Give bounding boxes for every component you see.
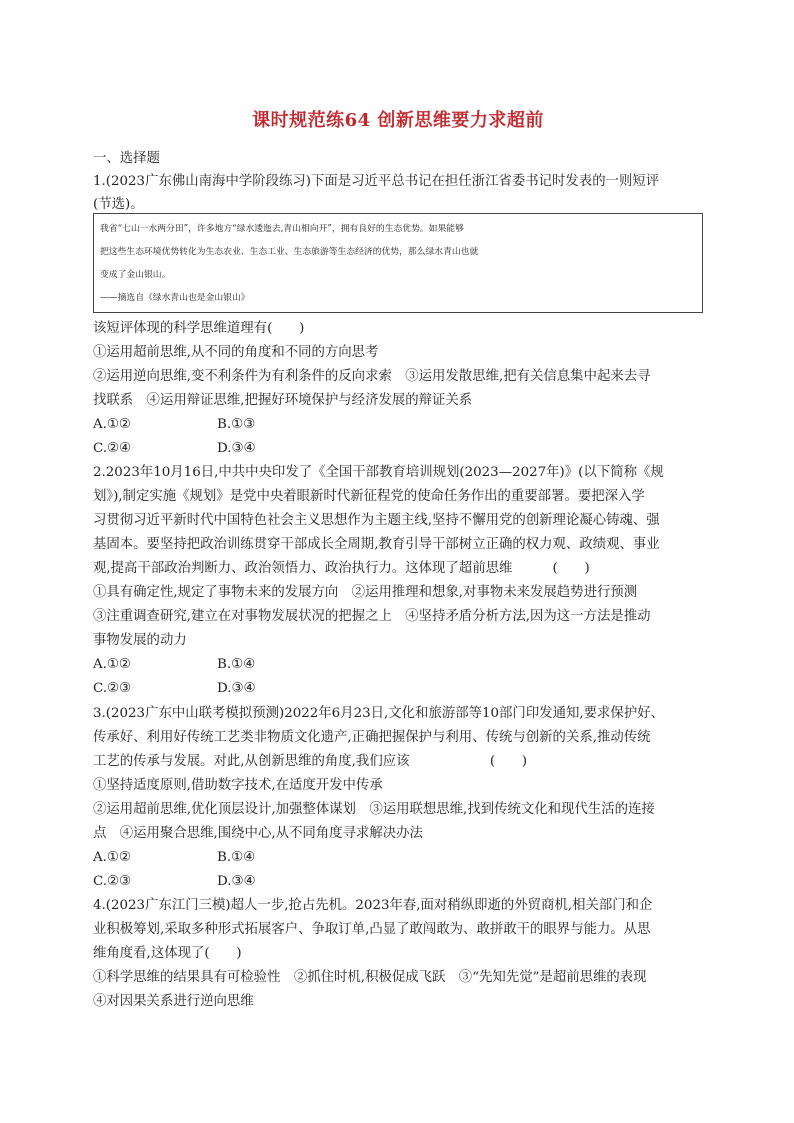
q1-option-c[interactable]: C.②④ [93,441,132,456]
q2-stem-line: 基固本。要坚持把政治训练贯穿干部成长全周期,教育引导干部树立正确的权力观、政绩观、事业 [93,537,660,552]
q1-option-a[interactable]: A.①② [93,417,131,432]
q3-item: 点 ④运用聚合思维,围绕中心,从不同角度寻求解决办法 [93,826,423,841]
q2-option-a[interactable]: A.①② [93,657,131,672]
page-title: 课时规范练64 创新思维要力求超前 [252,110,544,131]
q3-option-b[interactable]: B.①④ [217,850,256,865]
q1-quote-box [93,213,703,313]
q2-stem-line: 观,提高干部政治判断力、政治领悟力、政治执行力。这体现了超前思维 ( ) [93,561,590,576]
q4-item: ①科学思维的结果具有可检验性 ②抓住时机,积极促成飞跃 ③“先知先觉”是超前思维的表现 [93,970,647,985]
q3-stem-line: 传承好、利用好传统工艺类非物质文化遗产,正确把握保护与利用、传统与创新的关系,推动传统 [93,730,651,745]
q2-option-b[interactable]: B.①④ [217,657,256,672]
q1-quote-line: 把这些生态环境优势转化为生态农业、生态工业、生态旅游等生态经济的优势，那么绿水青山也就 [100,247,479,257]
q3-option-d[interactable]: D.③④ [217,874,256,889]
q2-item: ①具有确定性,规定了事物未来的发展方向 ②运用推理和想象,对事物未来发展趋势进行预测 [93,585,638,600]
q3-item: ②运用超前思维,优化顶层设计,加强整体谋划 ③运用联想思维,找到传统文化和现代生活的连接 [93,802,655,817]
q1-item: ①运用超前思维,从不同的角度和不同的方向思考 [93,345,379,360]
q1-stem-line-1: 1.(2023广东佛山南海中学阶段练习)下面是习近平总书记在担任浙江省委书记时发表的一则短评 [93,174,660,189]
q3-option-a[interactable]: A.①② [93,850,131,865]
q2-option-c[interactable]: C.②③ [93,681,132,696]
q3-stem-line: 工艺的传承与发展。对此,从创新思维的角度,我们应该 ( ) [93,754,528,769]
q2-option-d[interactable]: D.③④ [217,681,256,696]
q3-item: ①坚持适度原则,借助数字技术,在适度开发中传承 [93,778,383,793]
q1-question: 该短评体现的科学思维道理有( ) [93,321,305,336]
q3-stem-line: 3.(2023广东中山联考模拟预测)2022年6月23日,文化和旅游部等10部门印发通知,要求保护好、 [93,706,664,721]
q1-option-d[interactable]: D.③④ [217,441,256,456]
q1-quote-line: 变成了金山银山。 [100,270,171,280]
q3-option-c[interactable]: C.②③ [93,874,132,889]
q1-item: ②运用逆向思维,变不利条件为有利条件的反向求索 ③运用发散思维,把有关信息集中起来去寻 [93,369,651,384]
q4-stem-line: 维角度看,这体现了( ) [93,946,242,961]
q2-item: 事物发展的动力 [93,633,187,648]
q2-item: ③注重调查研究,建立在对事物发展状况的把握之上 ④坚持矛盾分析方法,因为这一方法是推动 [93,609,651,624]
q1-quote-line: 我省“七山一水两分田”，许多地方“绿水逶迤去,青山相向开”，拥有良好的生态优势。如果能够 [100,224,464,234]
q4-stem-line: 4.(2023广东江门三模)超人一步,抢占先机。2023年春,面对稍纵即逝的外贸商机,相关部门和企 [93,898,653,913]
q1-stem-line-2: (节选)。 [93,197,144,212]
q4-stem-line: 业积极筹划,采取多种形式拓展客户、争取订单,凸显了敢闯敢为、敢拼敢干的眼界与能力。从思 [93,922,651,937]
section-heading: 一、选择题 [93,151,160,166]
q1-option-b[interactable]: B.①③ [217,417,256,432]
q1-quote-source: ——摘选自《绿水青山也是金山银山》 [100,293,250,303]
q2-stem-line: 习贯彻习近平新时代中国特色社会主义思想作为主题主线,坚持不懈用党的创新理论凝心铸魂、强 [93,513,660,528]
q2-stem-line: 划》),制定实施《规划》是党中央着眼新时代新征程党的使命任务作出的重要部署。要把深入学 [93,489,645,504]
q1-item: 找联系 ④运用辩证思维,把握好环境保护与经济发展的辩证关系 [93,393,473,408]
q4-item: ④对因果关系进行逆向思维 [93,994,254,1009]
q2-stem-line: 2.2023年10月16日,中共中央印发了《全国干部教育培训规划(2023—2027年)》(以下简称《规 [93,465,664,480]
